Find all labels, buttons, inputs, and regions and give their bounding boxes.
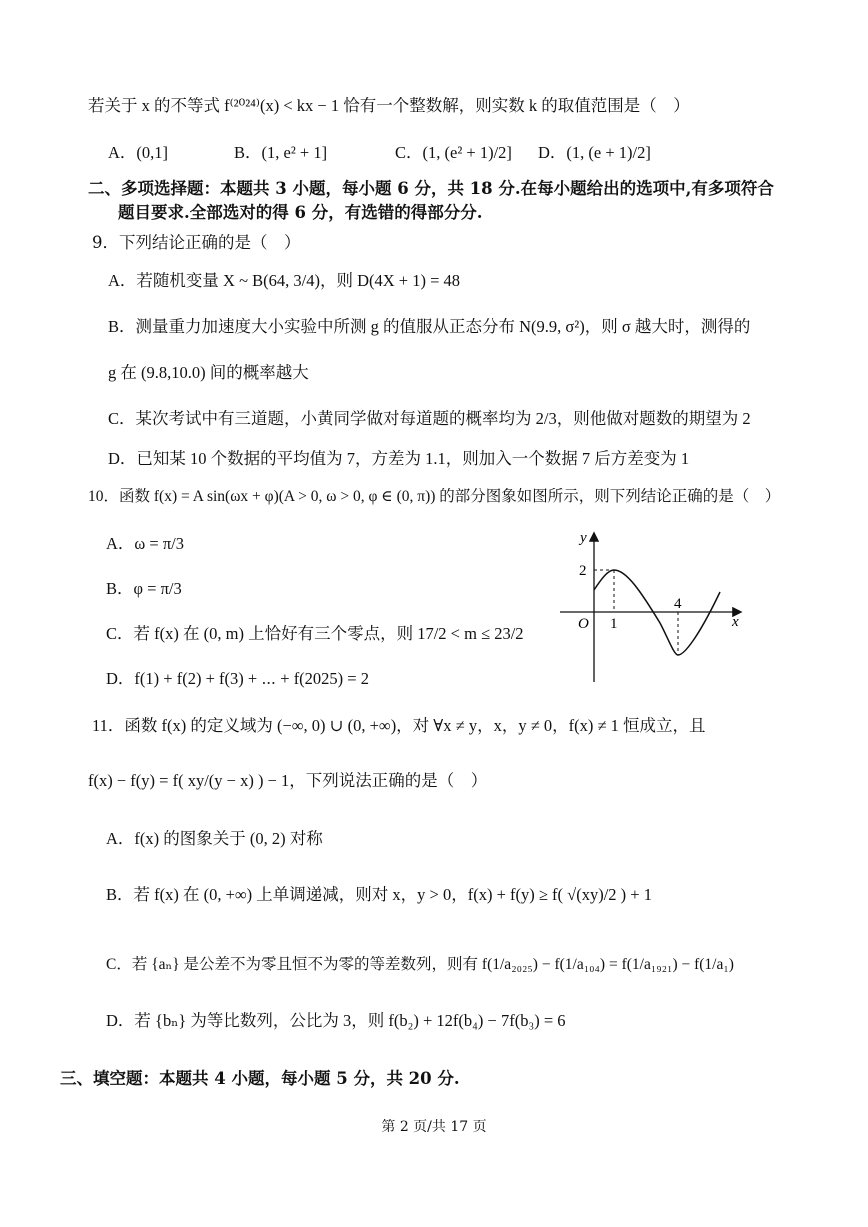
tick-label-4: 4 [674, 596, 682, 612]
option-text: (1, e² + 1] [261, 143, 328, 162]
q10-option-a: A．ω = π/3 [106, 534, 184, 553]
q10-option-b: B．φ = π/3 [106, 579, 182, 598]
option-label: C． [395, 143, 423, 162]
section3-heading: 三、填空题：本题共 4 小题，每小题 5 分，共 20 分. [60, 1069, 460, 1088]
y-axis-label: y [580, 530, 587, 546]
q9-option-b: B．测量重力加速度大小实验中所测 g 的值服从正态分布 N(9.9, σ²)，则 σ 越大时，测得的 [108, 317, 751, 336]
q8-option-c [395, 142, 512, 164]
q11-option-c: C．若 {aₙ} 是公差不为零且恒不为零的等差数列，则有 f(1/a₂₀₂₅) − f(1/a₁₀₄) = f(1/a₁₉₂₁) − f(1/a₁) [106, 956, 734, 973]
q11-stem: 11．函数 f(x) 的定义域为 (−∞, 0) ∪ (0, +∞)，对 ∀x ≠ y，x，y ≠ 0，f(x) ≠ 1 恒成立，且 [92, 716, 706, 735]
tick-label-1: 1 [610, 616, 618, 632]
x-axis-label: x [732, 614, 739, 630]
section2-heading-cont: 题目要求.全部选对的得 6 分，有选错的得部分分. [118, 203, 483, 222]
q9-option-c: C．某次考试中有三道题，小黄同学做对每道题的概率均为 2/3，则他做对题数的期望为 2 [108, 409, 751, 428]
q9-option-d: D．已知某 10 个数据的平均值为 7，方差为 1.1，则加入一个数据 7 后方差变为 1 [108, 449, 690, 468]
q10-sine-graph [550, 528, 750, 686]
q10-option-d: D．f(1) + f(2) + f(3) + ⋯ + f(2025) = 2 [106, 669, 369, 688]
option-text: (1, (e² + 1)/2] [422, 143, 512, 162]
q9-stem: 9．下列结论正确的是（ ） [92, 233, 301, 252]
q8-stem: 若关于 x 的不等式 f⁽²⁰²⁴⁾(x) < kx − 1 恰有一个整数解，则实数 k 的取值范围是（ ） [88, 96, 690, 115]
q10-option-c: C．若 f(x) 在 (0, m) 上恰好有三个零点，则 17/2 < m ≤ 23/2 [106, 624, 524, 643]
page-footer: 第 2 页/共 17 页 [381, 1119, 487, 1135]
q11-option-b: B．若 f(x) 在 (0, +∞) 上单调递减，则对 x，y > 0，f(x) + f(y) ≥ f( √(xy)/2 ) + 1 [106, 885, 652, 904]
q9-option-a: A．若随机变量 X ~ B(64, 3/4)，则 D(4X + 1) = 48 [108, 271, 461, 290]
option-label: A． [108, 143, 137, 162]
section2-heading: 二、多项选择题：本题共 3 小题，每小题 6 分，共 18 分.在每小题给出的选项中,有多项符合 [88, 179, 774, 198]
option-text: (0,1] [136, 143, 169, 162]
q11-option-a: A．f(x) 的图象关于 (0, 2) 对称 [106, 829, 323, 848]
option-label: D． [538, 143, 567, 162]
q9-option-b-cont: g 在 (9.8,10.0) 间的概率越大 [108, 363, 309, 382]
origin-label: O [578, 616, 589, 632]
q11-option-d: D．若 {bₙ} 为等比数列，公比为 3，则 f(b₂) + 12f(b₄) − 7f(b₃) = 6 [106, 1011, 566, 1030]
option-label: B． [234, 143, 262, 162]
q10-stem: 10．函数 f(x) = A sin(ωx + φ)(A > 0, ω > 0, φ ∈ (0, π)) 的部分图象如图所示，则下列结论正确的是（ ） [88, 488, 781, 505]
q8-option-a [108, 142, 168, 164]
q11-stem-cont: f(x) − f(y) = f( xy/(y − x) ) − 1，下列说法正确的是（ ） [88, 771, 488, 790]
q8-option-b [234, 142, 327, 164]
q8-option-d [538, 142, 651, 164]
option-text: (1, (e + 1)/2] [566, 143, 651, 162]
tick-label-2: 2 [579, 563, 587, 579]
